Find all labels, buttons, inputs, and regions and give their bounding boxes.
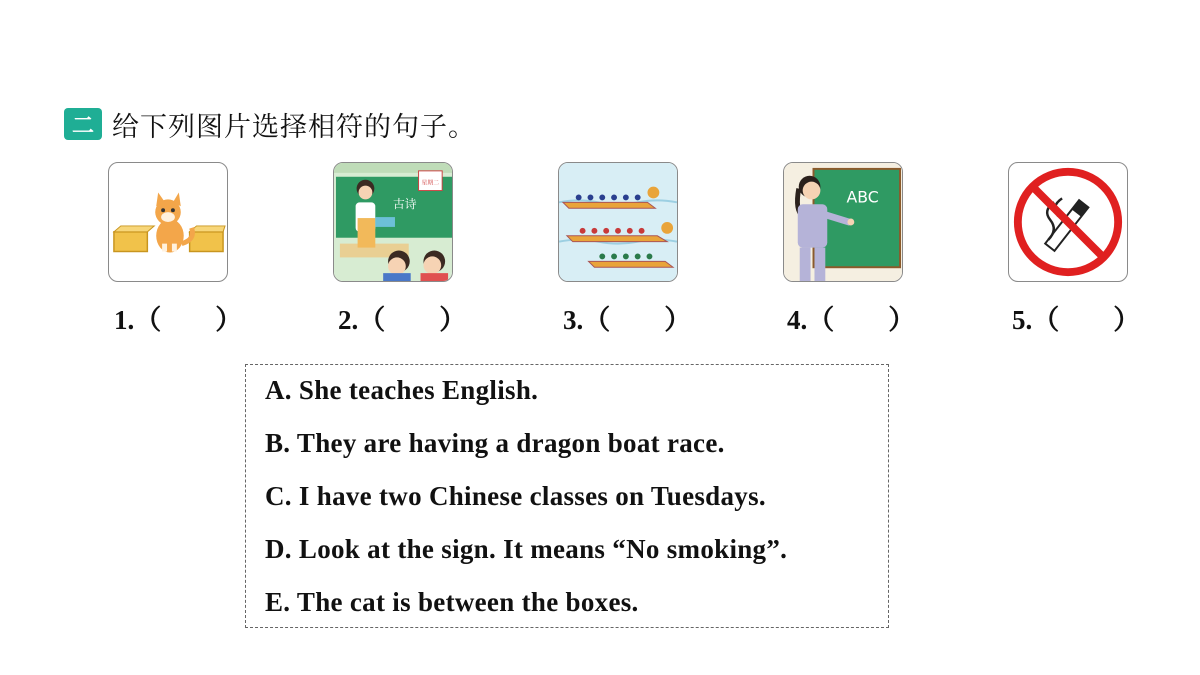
answer-blank-5[interactable]: 5.（ ） <box>1012 305 1141 335</box>
option-b: B. They are having a dragon boat race. <box>265 428 725 458</box>
cat-between-boxes-icon <box>109 163 227 281</box>
board-abc-text: ABC <box>846 187 879 207</box>
section-badge: 二 <box>64 108 102 140</box>
picture-cat-between-boxes <box>108 162 228 282</box>
answer-blank-3[interactable]: 3.（ ） <box>563 305 692 335</box>
picture-english-teacher <box>783 162 903 282</box>
picture-chinese-class <box>333 162 453 282</box>
english-teacher-icon <box>784 163 902 281</box>
dragon-boat-race-icon <box>559 163 677 281</box>
option-a: A. She teaches English. <box>265 375 539 405</box>
answer-blank-1[interactable]: 1.（ ） <box>114 305 243 335</box>
options-box <box>245 364 889 628</box>
answer-blank-2[interactable]: 2.（ ） <box>338 305 467 335</box>
no-smoking-icon <box>1009 163 1127 281</box>
picture-dragon-boat-race <box>558 162 678 282</box>
chinese-class-icon <box>334 163 452 281</box>
option-e: E. The cat is between the boxes. <box>265 587 639 617</box>
question-header <box>64 106 476 142</box>
board-text: 古诗 <box>392 197 417 212</box>
instruction-text: 给下列图片选择相符的句子。 <box>112 111 476 143</box>
day-tag-text: 星期二 <box>421 180 440 187</box>
option-c: C. I have two Chinese classes on Tuesdays. <box>265 481 766 511</box>
answer-blank-4[interactable]: 4.（ ） <box>787 305 916 335</box>
option-d: D. Look at the sign. It means “No smoking”. <box>265 534 788 564</box>
picture-no-smoking <box>1008 162 1128 282</box>
